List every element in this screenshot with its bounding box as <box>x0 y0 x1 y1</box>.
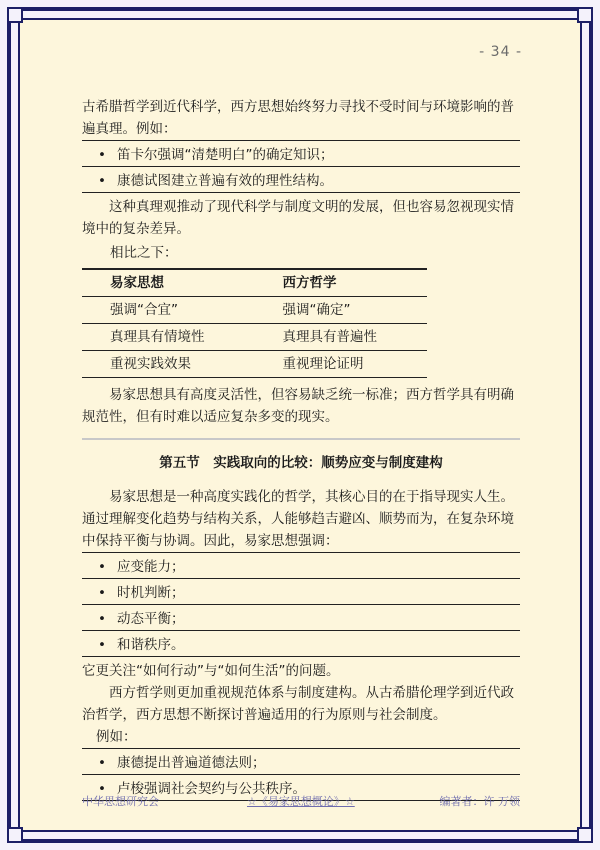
table-row <box>82 351 427 378</box>
paragraph-practice: 易家思想是一种高度实践化的哲学，其核心目的在于指导现实人生。通过理解变化趋势与结构关系，人能够趋吉避凶、顺势而为，在复杂环境中保持平衡与协调。因此，易家思想强调： <box>82 486 520 553</box>
bullet-icon: • <box>98 637 106 653</box>
corner-ornament-bottom-left <box>7 827 23 843</box>
table-cell: 强调“确定” <box>255 297 428 324</box>
page-number: - 34 - <box>479 44 522 60</box>
bullet-icon: • <box>98 781 106 797</box>
corner-ornament-top-right <box>577 7 593 23</box>
paragraph-flexibility: 易家思想具有高度灵活性，但容易缺乏统一标准；西方哲学具有明确规范性，但有时难以适应复杂多变的现实。 <box>82 387 514 425</box>
corner-ornament-top-left <box>7 7 23 23</box>
list-emphasis <box>82 556 520 657</box>
list-item: • 康德试图建立普遍有效的理性结构。 <box>82 170 520 193</box>
table-header-cell: 西方哲学 <box>255 269 428 297</box>
list-item: • 和谐秩序。 <box>82 634 520 657</box>
bullet-icon: • <box>98 559 106 575</box>
bullet-icon: • <box>98 585 106 601</box>
table-cell: 重视理论证明 <box>255 351 428 378</box>
paragraph-how-to-act: 它更关注“如何行动”与“如何生活”的问题。 <box>82 663 340 679</box>
example-label: 例如： <box>82 726 520 749</box>
table-cell: 强调“合宜” <box>82 297 255 324</box>
paragraph-truth-view: 这种真理观推动了现代科学与制度文明的发展，但也容易忽视现实情境中的复杂差异。 <box>82 199 514 237</box>
comparison-table <box>82 268 427 378</box>
table-cell: 真理具有普遍性 <box>255 324 428 351</box>
table-cell: 真理具有情境性 <box>82 324 255 351</box>
list-item: • 卢梭强调社会契约与公共秩序。 <box>82 778 520 801</box>
page-content <box>82 96 520 804</box>
section-divider <box>82 438 520 440</box>
list-item: • 时机判断； <box>82 582 520 605</box>
footer-author: 编著者：许 万领 <box>439 795 520 808</box>
list-item: • 康德提出普遍道德法则； <box>82 752 520 775</box>
list-examples-1 <box>82 144 520 193</box>
list-item: • 笛卡尔强调“清楚明白”的确定知识； <box>82 144 520 167</box>
list-item: • 动态平衡； <box>82 608 520 631</box>
table-row <box>82 324 427 351</box>
table-header-cell: 易家思想 <box>82 269 255 297</box>
bullet-icon: • <box>98 611 106 627</box>
bullet-icon: • <box>98 173 106 189</box>
compare-label: 相比之下： <box>110 245 178 261</box>
bullet-icon: • <box>98 755 106 771</box>
table-header-row <box>82 269 427 297</box>
paragraph-western-norms: 西方哲学则更加重视规范体系与制度建构。从古希腊伦理学到近代政治哲学，西方思想不断探讨普遍适用的行为原则与社会制度。 <box>82 685 514 723</box>
section-title: 第五节 实践取向的比较：顺势应变与制度建构 <box>159 455 443 471</box>
corner-ornament-bottom-right <box>577 827 593 843</box>
list-item: • 应变能力； <box>82 556 520 579</box>
table-row <box>82 297 427 324</box>
footer-book-title: ☆《易家思想概论》☆ <box>247 795 355 808</box>
footer-publisher: 中华思想研究会 <box>82 795 159 808</box>
table-cell: 重视实践效果 <box>82 351 255 378</box>
intro-paragraph: 古希腊哲学到近代科学，西方思想始终努力寻找不受时间与环境影响的普遍真理。例如： <box>82 96 520 141</box>
bullet-icon: • <box>98 147 106 163</box>
